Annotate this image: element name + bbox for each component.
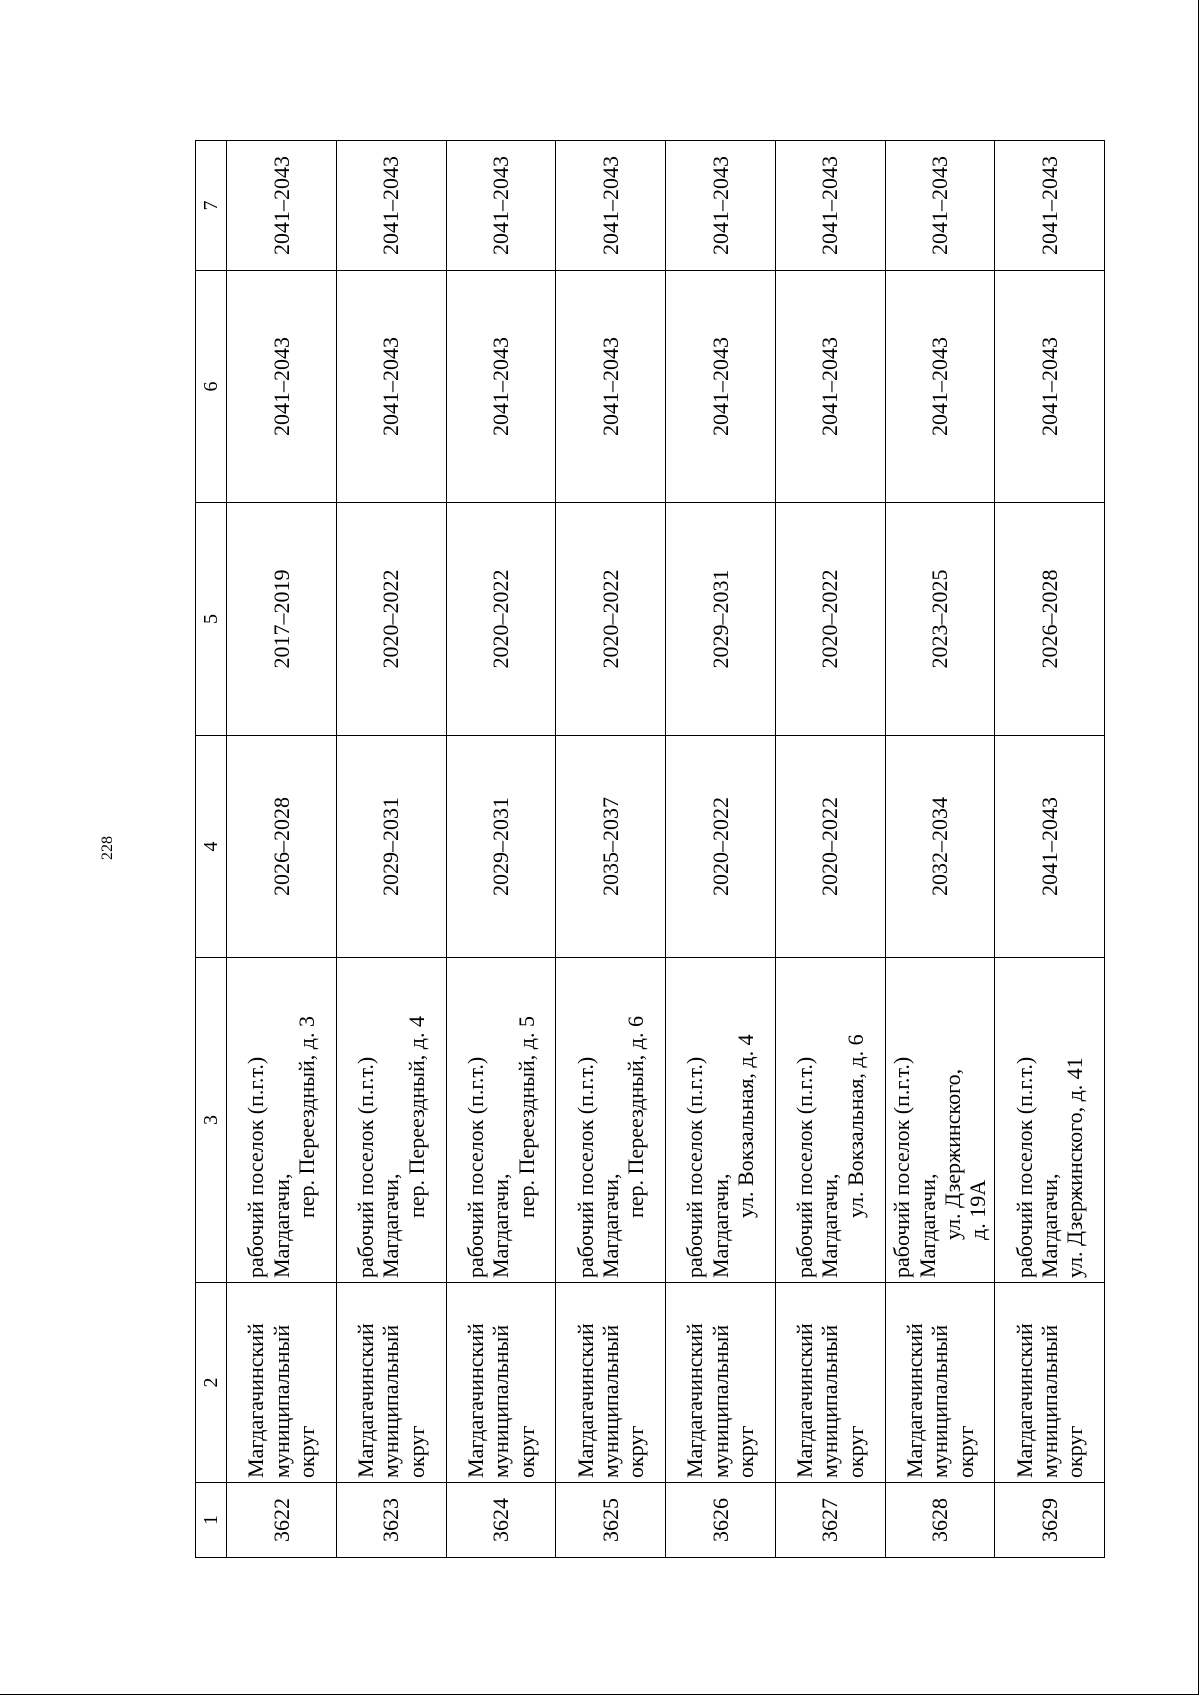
district-line: муниципальный: [378, 1324, 404, 1478]
address-cell: [885, 958, 995, 1283]
period-cell-5: 2017–2019: [227, 503, 337, 736]
district-line: муниципальный: [597, 1324, 623, 1478]
address-line: Магдагачи,: [378, 1173, 404, 1278]
district-cell: [775, 1283, 885, 1483]
period-cell-4: 2035–2037: [556, 736, 666, 958]
address-line: ул. Дзержинского, д. 41: [1062, 1057, 1088, 1278]
housing-repair-schedule-table: [195, 140, 1105, 1558]
table-row: [995, 141, 1105, 1558]
header-cell: 5: [196, 503, 227, 736]
period-cell-6: 2041–2043: [556, 271, 666, 503]
district-line: муниципальный: [1036, 1324, 1062, 1478]
district-line: округ: [623, 1425, 649, 1478]
address-line: пер. Переездный, д. 6: [623, 1016, 649, 1218]
address-line: рабочий поселок (п.г.т.): [572, 1056, 598, 1278]
district-line: муниципальный: [268, 1324, 294, 1478]
period-cell-6: 2041–2043: [666, 271, 776, 503]
district-line: округ: [513, 1425, 539, 1478]
period-cell-4: 2032–2034: [885, 736, 995, 958]
district-line: Магдагачинский: [682, 1323, 708, 1478]
address-line: Магдагачи,: [597, 1173, 623, 1278]
address-line: ул. Вокзальная, д. 6: [842, 1034, 868, 1218]
period-cell-7: 2041–2043: [227, 141, 337, 271]
district-line: муниципальный: [927, 1324, 953, 1478]
address-line: рабочий поселок (п.г.т.): [353, 1056, 379, 1278]
district-line: округ: [842, 1425, 868, 1478]
row-number-cell: 3628: [885, 1483, 995, 1558]
period-cell-7: 2041–2043: [446, 141, 556, 271]
address-cell: [556, 958, 666, 1283]
period-cell-5: 2020–2022: [556, 503, 666, 736]
district-line: Магдагачинский: [1011, 1323, 1037, 1478]
district-line: округ: [1062, 1425, 1088, 1478]
address-line: рабочий поселок (п.г.т.): [682, 1056, 708, 1278]
period-cell-7: 2041–2043: [666, 141, 776, 271]
row-number-cell: 3626: [666, 1483, 776, 1558]
table-row: [556, 141, 666, 1558]
page-number: 228: [99, 836, 116, 860]
header-cell: 3: [196, 958, 227, 1283]
table-row: [666, 141, 776, 1558]
district-cell: [336, 1283, 446, 1483]
row-number-cell: 3625: [556, 1483, 666, 1558]
address-line: пер. Переездный, д. 3: [294, 1016, 320, 1218]
district-cell: [446, 1283, 556, 1483]
address-line: рабочий поселок (п.г.т.): [243, 1056, 269, 1278]
address-line: Магдагачи,: [817, 1173, 843, 1278]
row-number-cell: 3629: [995, 1483, 1105, 1558]
period-cell-5: 2020–2022: [336, 503, 446, 736]
header-row: [196, 141, 227, 1558]
period-cell-7: 2041–2043: [885, 141, 995, 271]
table-row: [885, 141, 995, 1558]
table-row: [775, 141, 885, 1558]
period-cell-6: 2041–2043: [995, 271, 1105, 503]
address-line: д. 19А: [965, 1179, 991, 1240]
row-number-cell: 3623: [336, 1483, 446, 1558]
address-line: Магдагачи,: [914, 1173, 940, 1278]
period-cell-4: 2029–2031: [336, 736, 446, 958]
header-cell: 6: [196, 271, 227, 503]
district-line: Магдагачинский: [462, 1323, 488, 1478]
period-cell-5: 2023–2025: [885, 503, 995, 736]
address-line: пер. Переездный, д. 4: [403, 1016, 429, 1218]
period-cell-5: 2020–2022: [446, 503, 556, 736]
district-line: округ: [403, 1425, 429, 1478]
row-number-cell: 3627: [775, 1483, 885, 1558]
period-cell-4: 2029–2031: [446, 736, 556, 958]
address-line: Магдагачи,: [1036, 1173, 1062, 1278]
table-row: [446, 141, 556, 1558]
district-cell: [995, 1283, 1105, 1483]
address-line: ул. Дзержинского,: [939, 1068, 965, 1240]
address-line: пер. Переездный, д. 5: [513, 1016, 539, 1218]
address-line: Магдагачи,: [707, 1173, 733, 1278]
address-line: рабочий поселок (п.г.т.): [1011, 1056, 1037, 1278]
period-cell-4: 2041–2043: [995, 736, 1105, 958]
district-line: округ: [952, 1425, 978, 1478]
period-cell-7: 2041–2043: [775, 141, 885, 271]
address-line: Магдагачи,: [268, 1173, 294, 1278]
address-line: Магдагачи,: [488, 1173, 514, 1278]
row-number-cell: 3622: [227, 1483, 337, 1558]
header-cell: 2: [196, 1283, 227, 1483]
district-line: Магдагачинский: [901, 1323, 927, 1478]
address-cell: [336, 958, 446, 1283]
rotated-table-container: [195, 141, 1105, 1558]
period-cell-5: 2020–2022: [775, 503, 885, 736]
district-line: муниципальный: [817, 1324, 843, 1478]
district-line: муниципальный: [707, 1324, 733, 1478]
period-cell-4: 2020–2022: [775, 736, 885, 958]
period-cell-7: 2041–2043: [336, 141, 446, 271]
header-cell: 1: [196, 1483, 227, 1558]
period-cell-5: 2029–2031: [666, 503, 776, 736]
address-cell: [775, 958, 885, 1283]
row-number-cell: 3624: [446, 1483, 556, 1558]
header-cell: 7: [196, 141, 227, 271]
district-line: округ: [294, 1425, 320, 1478]
period-cell-6: 2041–2043: [885, 271, 995, 503]
period-cell-4: 2020–2022: [666, 736, 776, 958]
period-cell-5: 2026–2028: [995, 503, 1105, 736]
district-cell: [885, 1283, 995, 1483]
district-line: Магдагачинский: [243, 1323, 269, 1478]
header-cell: 4: [196, 736, 227, 958]
district-line: Магдагачинский: [353, 1323, 379, 1478]
address-cell: [666, 958, 776, 1283]
address-line: рабочий поселок (п.г.т.): [889, 1056, 915, 1278]
district-cell: [556, 1283, 666, 1483]
address-cell: [995, 958, 1105, 1283]
period-cell-4: 2026–2028: [227, 736, 337, 958]
period-cell-6: 2041–2043: [775, 271, 885, 503]
district-cell: [227, 1283, 337, 1483]
address-line: ул. Вокзальная, д. 4: [733, 1034, 759, 1218]
address-line: рабочий поселок (п.г.т.): [462, 1056, 488, 1278]
address-cell: [446, 958, 556, 1283]
district-cell: [666, 1283, 776, 1483]
period-cell-6: 2041–2043: [227, 271, 337, 503]
district-line: Магдагачинский: [792, 1323, 818, 1478]
table-row: [336, 141, 446, 1558]
table-row: [227, 141, 337, 1558]
district-line: округ: [733, 1425, 759, 1478]
address-line: рабочий поселок (п.г.т.): [792, 1056, 818, 1278]
address-cell: [227, 958, 337, 1283]
period-cell-7: 2041–2043: [556, 141, 666, 271]
period-cell-7: 2041–2043: [995, 141, 1105, 271]
period-cell-6: 2041–2043: [446, 271, 556, 503]
period-cell-6: 2041–2043: [336, 271, 446, 503]
district-line: Магдагачинский: [572, 1323, 598, 1478]
district-line: муниципальный: [488, 1324, 514, 1478]
